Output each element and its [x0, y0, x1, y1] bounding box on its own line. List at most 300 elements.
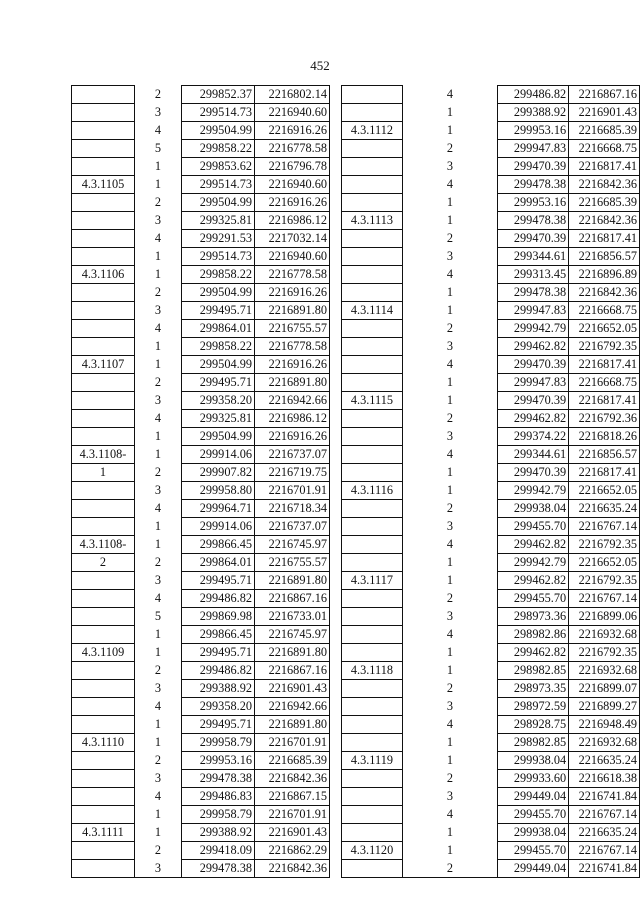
plot-id-cell	[72, 806, 135, 824]
x-coordinate-cell: 299455.70	[498, 806, 569, 824]
table-row	[72, 590, 330, 608]
point-number-cell: 2	[135, 842, 182, 860]
table-row	[72, 284, 330, 302]
y-coordinate-cell: 2216856.57	[569, 248, 640, 266]
x-coordinate-cell: 299495.71	[182, 302, 255, 320]
y-coordinate-cell: 2216792.35	[569, 536, 640, 554]
plot-id-cell	[342, 158, 403, 176]
table-row	[342, 158, 640, 176]
y-coordinate-cell: 2216635.24	[569, 500, 640, 518]
table-row	[342, 356, 640, 374]
y-coordinate-cell: 2216867.16	[569, 86, 640, 104]
point-number-cell: 3	[402, 428, 497, 446]
x-coordinate-cell: 299455.70	[498, 518, 569, 536]
plot-id-cell: 4.3.1108-	[72, 536, 135, 554]
plot-id-cell	[342, 734, 403, 752]
point-number-cell: 4	[402, 176, 497, 194]
table-row	[72, 446, 330, 464]
table-row	[72, 860, 330, 878]
y-coordinate-cell: 2216741.84	[569, 860, 640, 878]
x-coordinate-cell: 299374.22	[498, 428, 569, 446]
plot-id-cell	[342, 194, 403, 212]
x-coordinate-cell: 299325.81	[182, 212, 255, 230]
table-row	[342, 140, 640, 158]
x-coordinate-cell: 298972.59	[498, 698, 569, 716]
plot-id-cell	[342, 284, 403, 302]
y-coordinate-cell: 2216792.35	[569, 644, 640, 662]
point-number-cell: 3	[402, 338, 497, 356]
table-row	[342, 266, 640, 284]
x-coordinate-cell: 299864.01	[182, 554, 255, 572]
x-coordinate-cell: 299964.71	[182, 500, 255, 518]
y-coordinate-cell: 2216767.14	[569, 590, 640, 608]
table-row	[72, 302, 330, 320]
table-row	[72, 824, 330, 842]
y-coordinate-cell: 2216932.68	[569, 626, 640, 644]
plot-id-cell	[72, 860, 135, 878]
y-coordinate-cell: 2216867.15	[255, 788, 330, 806]
point-number-cell: 3	[135, 482, 182, 500]
point-number-cell: 1	[402, 284, 497, 302]
x-coordinate-cell: 299358.20	[182, 392, 255, 410]
plot-id-cell: 4.3.1110	[72, 734, 135, 752]
table-row	[72, 212, 330, 230]
y-coordinate-cell: 2216796.78	[255, 158, 330, 176]
table-row	[342, 752, 640, 770]
point-number-cell: 3	[135, 572, 182, 590]
y-coordinate-cell: 2216901.43	[569, 104, 640, 122]
point-number-cell: 1	[402, 392, 497, 410]
point-number-cell: 1	[402, 842, 497, 860]
y-coordinate-cell: 2216737.07	[255, 518, 330, 536]
y-coordinate-cell: 2216745.97	[255, 626, 330, 644]
table-row	[72, 626, 330, 644]
y-coordinate-cell: 2216701.91	[255, 806, 330, 824]
y-coordinate-cell: 2216652.05	[569, 320, 640, 338]
y-coordinate-cell: 2216635.24	[569, 824, 640, 842]
table-row	[342, 446, 640, 464]
table-row	[342, 428, 640, 446]
table-row	[72, 770, 330, 788]
point-number-cell: 3	[402, 788, 497, 806]
y-coordinate-cell: 2216792.35	[569, 338, 640, 356]
point-number-cell: 2	[402, 320, 497, 338]
plot-id-cell	[342, 338, 403, 356]
plot-id-cell	[72, 770, 135, 788]
y-coordinate-cell: 2216916.26	[255, 122, 330, 140]
table-row	[342, 302, 640, 320]
point-number-cell: 1	[402, 104, 497, 122]
y-coordinate-cell: 2216652.05	[569, 482, 640, 500]
plot-id-cell	[342, 680, 403, 698]
table-row	[342, 104, 640, 122]
x-coordinate-cell: 299953.16	[182, 752, 255, 770]
plot-id-cell	[72, 608, 135, 626]
plot-id-cell	[72, 392, 135, 410]
y-coordinate-cell: 2216899.06	[569, 608, 640, 626]
x-coordinate-cell: 299852.37	[182, 86, 255, 104]
x-coordinate-cell: 299866.45	[182, 536, 255, 554]
plot-id-cell	[72, 716, 135, 734]
y-coordinate-cell: 2216842.36	[569, 212, 640, 230]
y-coordinate-cell: 2216755.57	[255, 554, 330, 572]
plot-id-cell	[342, 536, 403, 554]
point-number-cell: 1	[402, 554, 497, 572]
x-coordinate-cell: 299947.83	[498, 302, 569, 320]
y-coordinate-cell: 2216901.43	[255, 824, 330, 842]
x-coordinate-cell: 299504.99	[182, 428, 255, 446]
table-row	[72, 266, 330, 284]
table-row	[342, 806, 640, 824]
y-coordinate-cell: 2216767.14	[569, 842, 640, 860]
table-row	[72, 86, 330, 104]
y-coordinate-cell: 2216701.91	[255, 482, 330, 500]
point-number-cell: 1	[402, 824, 497, 842]
point-number-cell: 3	[402, 698, 497, 716]
table-row	[72, 122, 330, 140]
plot-id-cell	[342, 374, 403, 392]
point-number-cell: 2	[402, 680, 497, 698]
x-coordinate-cell: 299947.83	[498, 374, 569, 392]
x-coordinate-cell: 298973.35	[498, 680, 569, 698]
plot-id-cell	[342, 716, 403, 734]
table-row	[72, 788, 330, 806]
x-coordinate-cell: 299514.73	[182, 176, 255, 194]
x-coordinate-cell: 299938.04	[498, 500, 569, 518]
table-row	[72, 734, 330, 752]
y-coordinate-cell: 2216737.07	[255, 446, 330, 464]
y-coordinate-cell: 2216668.75	[569, 302, 640, 320]
point-number-cell: 4	[135, 230, 182, 248]
y-coordinate-cell: 2216891.80	[255, 572, 330, 590]
x-coordinate-cell: 299914.06	[182, 518, 255, 536]
x-coordinate-cell: 299486.82	[182, 590, 255, 608]
plot-id-cell: 4.3.1118	[342, 662, 403, 680]
table-row	[342, 518, 640, 536]
table-row	[72, 194, 330, 212]
point-number-cell: 2	[402, 500, 497, 518]
plot-id-cell: 4.3.1111	[72, 824, 135, 842]
table-row	[72, 842, 330, 860]
plot-id-cell: 4.3.1106	[72, 266, 135, 284]
plot-id-cell	[72, 140, 135, 158]
point-number-cell: 1	[402, 752, 497, 770]
y-coordinate-cell: 2216916.26	[255, 284, 330, 302]
point-number-cell: 1	[402, 482, 497, 500]
x-coordinate-cell: 299325.81	[182, 410, 255, 428]
point-number-cell: 4	[402, 536, 497, 554]
point-number-cell: 4	[135, 410, 182, 428]
table-row	[342, 824, 640, 842]
point-number-cell: 1	[402, 194, 497, 212]
point-number-cell: 1	[135, 734, 182, 752]
table-row	[342, 698, 640, 716]
plot-id-cell: 4.3.1107	[72, 356, 135, 374]
point-number-cell: 2	[402, 140, 497, 158]
table-row	[72, 680, 330, 698]
y-coordinate-cell: 2216817.41	[569, 392, 640, 410]
plot-id-cell	[72, 194, 135, 212]
y-coordinate-cell: 2216719.75	[255, 464, 330, 482]
x-coordinate-cell: 299495.71	[182, 644, 255, 662]
table-row	[342, 392, 640, 410]
x-coordinate-cell: 299455.70	[498, 590, 569, 608]
plot-id-cell	[72, 428, 135, 446]
point-number-cell: 3	[402, 158, 497, 176]
x-coordinate-cell: 299449.04	[498, 788, 569, 806]
x-coordinate-cell: 299388.92	[498, 104, 569, 122]
x-coordinate-cell: 299478.38	[498, 176, 569, 194]
point-number-cell: 1	[402, 464, 497, 482]
y-coordinate-cell: 2216685.39	[569, 122, 640, 140]
plot-id-cell	[72, 212, 135, 230]
plot-id-cell: 4.3.1112	[342, 122, 403, 140]
y-coordinate-cell: 2216817.41	[569, 230, 640, 248]
table-row	[342, 716, 640, 734]
y-coordinate-cell: 2216891.80	[255, 716, 330, 734]
plot-id-cell: 4.3.1105	[72, 176, 135, 194]
table-row	[342, 626, 640, 644]
table-row	[342, 338, 640, 356]
x-coordinate-cell: 299462.82	[498, 410, 569, 428]
table-row	[342, 590, 640, 608]
x-coordinate-cell: 299478.38	[182, 770, 255, 788]
y-coordinate-cell: 2216862.29	[255, 842, 330, 860]
plot-id-cell	[342, 824, 403, 842]
page-number: 452	[310, 58, 330, 73]
table-row	[72, 806, 330, 824]
table-row	[72, 464, 330, 482]
point-number-cell: 4	[402, 356, 497, 374]
plot-id-cell	[72, 86, 135, 104]
table-row	[72, 356, 330, 374]
point-number-cell: 3	[135, 392, 182, 410]
plot-id-cell	[342, 770, 403, 788]
point-number-cell: 1	[402, 122, 497, 140]
table-row	[72, 158, 330, 176]
y-coordinate-cell: 2216767.14	[569, 518, 640, 536]
x-coordinate-cell: 299504.99	[182, 194, 255, 212]
y-coordinate-cell: 2216818.26	[569, 428, 640, 446]
y-coordinate-cell: 2216802.14	[255, 86, 330, 104]
plot-id-cell	[72, 320, 135, 338]
table-row	[342, 410, 640, 428]
x-coordinate-cell: 299388.92	[182, 680, 255, 698]
y-coordinate-cell: 2216817.41	[569, 158, 640, 176]
table-row	[342, 176, 640, 194]
point-number-cell: 1	[135, 248, 182, 266]
coordinates-table-left	[71, 85, 330, 878]
y-coordinate-cell: 2216940.60	[255, 248, 330, 266]
y-coordinate-cell: 2216916.26	[255, 428, 330, 446]
x-coordinate-cell: 299504.99	[182, 284, 255, 302]
plot-id-cell	[342, 806, 403, 824]
x-coordinate-cell: 299504.99	[182, 122, 255, 140]
point-number-cell: 1	[402, 734, 497, 752]
x-coordinate-cell: 299344.61	[498, 446, 569, 464]
y-coordinate-cell: 2216668.75	[569, 374, 640, 392]
y-coordinate-cell: 2216891.80	[255, 374, 330, 392]
point-number-cell: 4	[402, 806, 497, 824]
point-number-cell: 2	[402, 590, 497, 608]
y-coordinate-cell: 2216635.24	[569, 752, 640, 770]
table-row	[342, 860, 640, 878]
table-row	[342, 536, 640, 554]
plot-id-cell	[72, 338, 135, 356]
point-number-cell: 1	[135, 536, 182, 554]
y-coordinate-cell: 2216940.60	[255, 104, 330, 122]
y-coordinate-cell: 2216755.57	[255, 320, 330, 338]
y-coordinate-cell: 2216916.26	[255, 356, 330, 374]
plot-id-cell: 4.3.1116	[342, 482, 403, 500]
x-coordinate-cell: 299486.82	[498, 86, 569, 104]
point-number-cell: 1	[135, 266, 182, 284]
table-row	[342, 500, 640, 518]
point-number-cell: 1	[402, 644, 497, 662]
plot-id-cell: 4.3.1108-	[72, 446, 135, 464]
table-row	[342, 212, 640, 230]
point-number-cell: 3	[135, 302, 182, 320]
point-number-cell: 1	[135, 716, 182, 734]
y-coordinate-cell: 2216745.97	[255, 536, 330, 554]
y-coordinate-cell: 2216948.49	[569, 716, 640, 734]
point-number-cell: 3	[135, 104, 182, 122]
plot-id-cell	[342, 500, 403, 518]
y-coordinate-cell: 2216685.39	[569, 194, 640, 212]
plot-id-cell	[342, 518, 403, 536]
x-coordinate-cell: 299858.22	[182, 140, 255, 158]
point-number-cell: 4	[135, 788, 182, 806]
table-row	[72, 392, 330, 410]
point-number-cell: 4	[135, 590, 182, 608]
x-coordinate-cell: 299514.73	[182, 248, 255, 266]
table-row	[342, 608, 640, 626]
plot-id-cell	[72, 122, 135, 140]
x-coordinate-cell: 299478.38	[182, 860, 255, 878]
y-coordinate-cell: 2216899.07	[569, 680, 640, 698]
point-number-cell: 1	[135, 644, 182, 662]
point-number-cell: 1	[402, 212, 497, 230]
table-row	[72, 572, 330, 590]
y-coordinate-cell: 2216733.01	[255, 608, 330, 626]
y-coordinate-cell: 2216940.60	[255, 176, 330, 194]
table-row	[72, 698, 330, 716]
x-coordinate-cell: 299291.53	[182, 230, 255, 248]
plot-id-cell: 4.3.1115	[342, 392, 403, 410]
table-row	[72, 338, 330, 356]
point-number-cell: 2	[402, 230, 497, 248]
table-row	[72, 320, 330, 338]
point-number-cell: 4	[135, 698, 182, 716]
x-coordinate-cell: 299858.22	[182, 266, 255, 284]
y-coordinate-cell: 2216842.36	[255, 860, 330, 878]
x-coordinate-cell: 298928.75	[498, 716, 569, 734]
x-coordinate-cell: 299869.98	[182, 608, 255, 626]
plot-id-cell	[342, 428, 403, 446]
plot-id-cell	[342, 608, 403, 626]
point-number-cell: 2	[135, 554, 182, 572]
x-coordinate-cell: 298973.36	[498, 608, 569, 626]
point-number-cell: 2	[135, 194, 182, 212]
table-row	[342, 554, 640, 572]
point-number-cell: 3	[135, 860, 182, 878]
y-coordinate-cell: 2216817.41	[569, 356, 640, 374]
table-row	[72, 518, 330, 536]
y-coordinate-cell: 2216668.75	[569, 140, 640, 158]
plot-id-cell	[342, 644, 403, 662]
point-number-cell: 3	[402, 248, 497, 266]
plot-id-cell	[342, 554, 403, 572]
plot-id-cell	[342, 248, 403, 266]
point-number-cell: 1	[135, 806, 182, 824]
x-coordinate-cell: 299866.45	[182, 626, 255, 644]
point-number-cell: 1	[135, 176, 182, 194]
plot-id-cell: 4.3.1120	[342, 842, 403, 860]
x-coordinate-cell: 299942.79	[498, 320, 569, 338]
point-number-cell: 1	[135, 158, 182, 176]
x-coordinate-cell: 299462.82	[498, 338, 569, 356]
point-number-cell: 1	[135, 824, 182, 842]
table-row	[342, 788, 640, 806]
y-coordinate-cell: 2216932.68	[569, 662, 640, 680]
x-coordinate-cell: 299938.04	[498, 824, 569, 842]
table-row	[342, 644, 640, 662]
point-number-cell: 2	[135, 86, 182, 104]
plot-id-cell	[342, 266, 403, 284]
point-number-cell: 2	[135, 752, 182, 770]
point-number-cell: 4	[402, 266, 497, 284]
point-number-cell: 4	[135, 122, 182, 140]
table-row	[72, 662, 330, 680]
plot-id-cell: 4.3.1117	[342, 572, 403, 590]
x-coordinate-cell: 299455.70	[498, 842, 569, 860]
plot-id-cell	[342, 104, 403, 122]
table-row	[342, 680, 640, 698]
plot-id-cell	[72, 590, 135, 608]
table-row	[72, 428, 330, 446]
point-number-cell: 1	[135, 518, 182, 536]
x-coordinate-cell: 299470.39	[498, 464, 569, 482]
table-row	[72, 644, 330, 662]
table-row	[72, 230, 330, 248]
plot-id-cell	[72, 500, 135, 518]
table-row	[342, 320, 640, 338]
x-coordinate-cell: 299462.82	[498, 572, 569, 590]
point-number-cell: 2	[135, 284, 182, 302]
x-coordinate-cell: 299942.79	[498, 554, 569, 572]
plot-id-cell	[72, 410, 135, 428]
y-coordinate-cell: 2216842.36	[569, 176, 640, 194]
x-coordinate-cell: 298982.85	[498, 734, 569, 752]
point-number-cell: 2	[402, 410, 497, 428]
point-number-cell: 4	[402, 716, 497, 734]
y-coordinate-cell: 2216891.80	[255, 644, 330, 662]
point-number-cell: 1	[402, 572, 497, 590]
x-coordinate-cell: 299853.62	[182, 158, 255, 176]
x-coordinate-cell: 299953.16	[498, 194, 569, 212]
plot-id-cell	[72, 104, 135, 122]
plot-id-cell	[342, 356, 403, 374]
table-row	[72, 536, 330, 554]
table-row	[72, 248, 330, 266]
point-number-cell: 1	[135, 428, 182, 446]
point-number-cell: 4	[135, 500, 182, 518]
x-coordinate-cell: 299958.80	[182, 482, 255, 500]
plot-id-cell	[72, 374, 135, 392]
y-coordinate-cell: 2216986.12	[255, 410, 330, 428]
table-row	[72, 140, 330, 158]
plot-id-cell	[342, 176, 403, 194]
